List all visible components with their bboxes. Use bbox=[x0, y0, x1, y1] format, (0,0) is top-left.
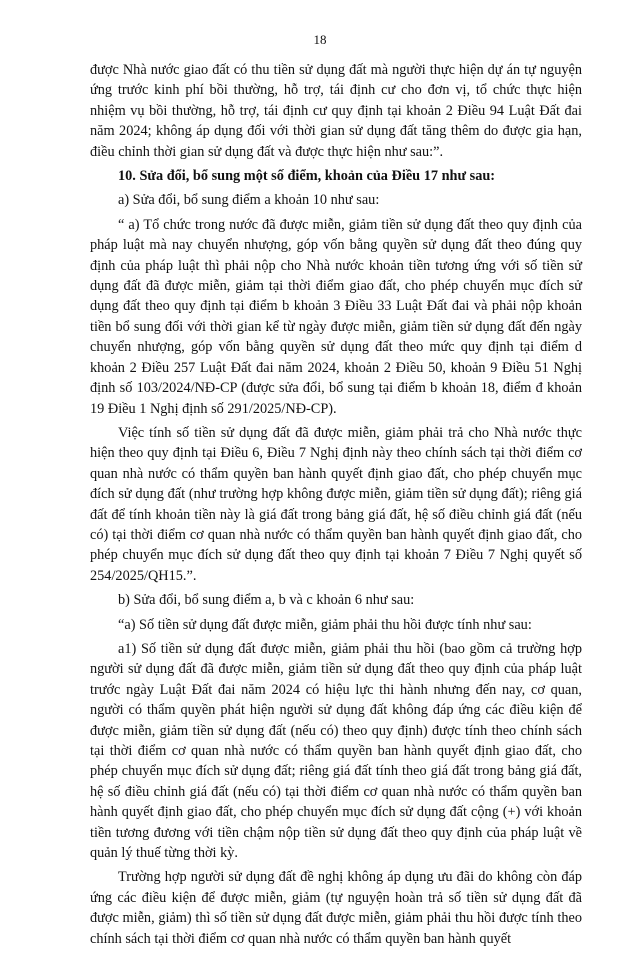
page-number: 18 bbox=[313, 32, 327, 47]
paragraph-quoted-a: “a) Số tiền sử dụng đất được miễn, giảm phải thu hồi được tính như sau: bbox=[118, 616, 532, 633]
document-body bbox=[90, 60, 582, 953]
paragraph-voluntary-refund: Trường hợp người sử dụng đất đề nghị không áp dụng ưu đãi do không còn đáp ứng các điều kiện để được miễn, giảm (tự nguyện hoàn trả số tiền sử dụng đất đã được miễn, giảm) thì số tiền sử dụng đất được miễn, giảm phải thu hồi được tính theo chính sách tại thời điểm cơ quan nhà nước có thẩm quyền ban hành quyết bbox=[90, 869, 582, 947]
paragraph-quoted-point-a: “ a) Tổ chức trong nước đã được miễn, giảm tiền sử dụng đất theo quy định của pháp luật mà nay chuyển nhượng, góp vốn bằng quyền sử dụng đất theo đúng quy định của pháp luật thì phải nộp cho Nhà nước khoản tiền tương ứng với số tiền sử dụng đất đã được miễn, giảm tại thời điểm giao đất, cho phép chuyển mục đích sử dụng đất theo quy định tại điểm b khoản 3 Điều 33 Luật Đất đai và phải nộp khoản tiền bổ sung đối với thời gian kể từ ngày được miễn, giảm tiền sử dụng đất đến ngày chuyển nhượng, góp vốn bằng quyền sử dụng đất theo mức quy định tại điểm d khoản 2 Điều 257 Luật Đất đai năm 2024, khoản 2 Điều 50, khoản 9 Điều 51 Nghị định số 103/2024/NĐ-CP (được sửa đổi, bổ sung tại điểm b khoản 18, điểm đ khoản 19 Điều 1 Nghị định số 291/2025/NĐ-CP). bbox=[90, 216, 582, 417]
paragraph-continuation: được Nhà nước giao đất có thu tiền sử dụng đất mà người thực hiện dự án tự nguyện ứng trước kinh phí bồi thường, hỗ trợ, tái định cư cho đơn vị, tổ chức thực hiện nhiệm vụ bồi thường, hỗ trợ, tái định cư quy định tại khoản 2 Điều 94 Luật Đất đai năm 2024; không áp dụng đối với thời gian sử dụng đất tăng thêm do được gia hạn, điều chỉnh thời gian sử dụng đất và được thực hiện như sau:”. bbox=[90, 62, 582, 160]
paragraph-point-a-intro: a) Sửa đổi, bổ sung điểm a khoản 10 như sau: bbox=[118, 192, 380, 209]
paragraph-point-b-intro: b) Sửa đổi, bổ sung điểm a, b và c khoản 6 như sau: bbox=[118, 592, 415, 609]
paragraph-a1: a1) Số tiền sử dụng đất được miễn, giảm phải thu hồi (bao gồm cả trường hợp người sử dụng đất đã được miễn, giảm tiền sử dụng đất theo quy định của pháp luật trước ngày Luật Đất đai năm 2024 có hiệu lực thi hành nhưng đến nay, cơ quan, người có thẩm quyền phát hiện người sử dụng đất không đáp ứng các điều kiện để được miễn, giảm tiền sử dụng đất (nếu có) theo quy định) được tính theo chính sách tại thời điểm cơ quan nhà nước có thẩm quyền ban hành quyết định giao đất, cho phép chuyển mục đích sử dụng đất; riêng giá đất tính theo giá đất trong bảng giá đất, hệ số điều chỉnh giá đất (nếu có) tại thời điểm cơ quan nhà nước có thẩm quyền ban hành quyết định giao đất, cho phép chuyển mục đích sử dụng đất cộng (+) với khoản tiền tương đương với tiền chậm nộp tiền sử dụng đất theo quy định của pháp luật về quản lý thuế từng thời kỳ. bbox=[90, 640, 582, 862]
section-heading-10: 10. Sửa đổi, bổ sung một số điểm, khoản của Điều 17 như sau: bbox=[118, 168, 496, 185]
paragraph-calculation: Việc tính số tiền sử dụng đất đã được miễn, giảm phải trả cho Nhà nước thực hiện theo quy định tại Điều 6, Điều 7 Nghị định này theo chính sách tại thời điểm cơ quan nhà nước có thẩm quyền ban hành quyết định giao đất, cho phép chuyển mục đích sử dụng đất (như trường hợp không được miễn, giảm tiền sử dụng đất); riêng giá đất để tính khoản tiền này là giá đất trong bảng giá đất, hệ số điều chỉnh giá đất (nếu có) tại thời điểm cơ quan nhà nước có thẩm quyền ban hành quyết định giao đất, cho phép chuyển mục đích sử dụng đất theo quy định tại khoản 7 Điều 7 Nghị quyết số 254/2025/QH15.”. bbox=[90, 424, 582, 584]
